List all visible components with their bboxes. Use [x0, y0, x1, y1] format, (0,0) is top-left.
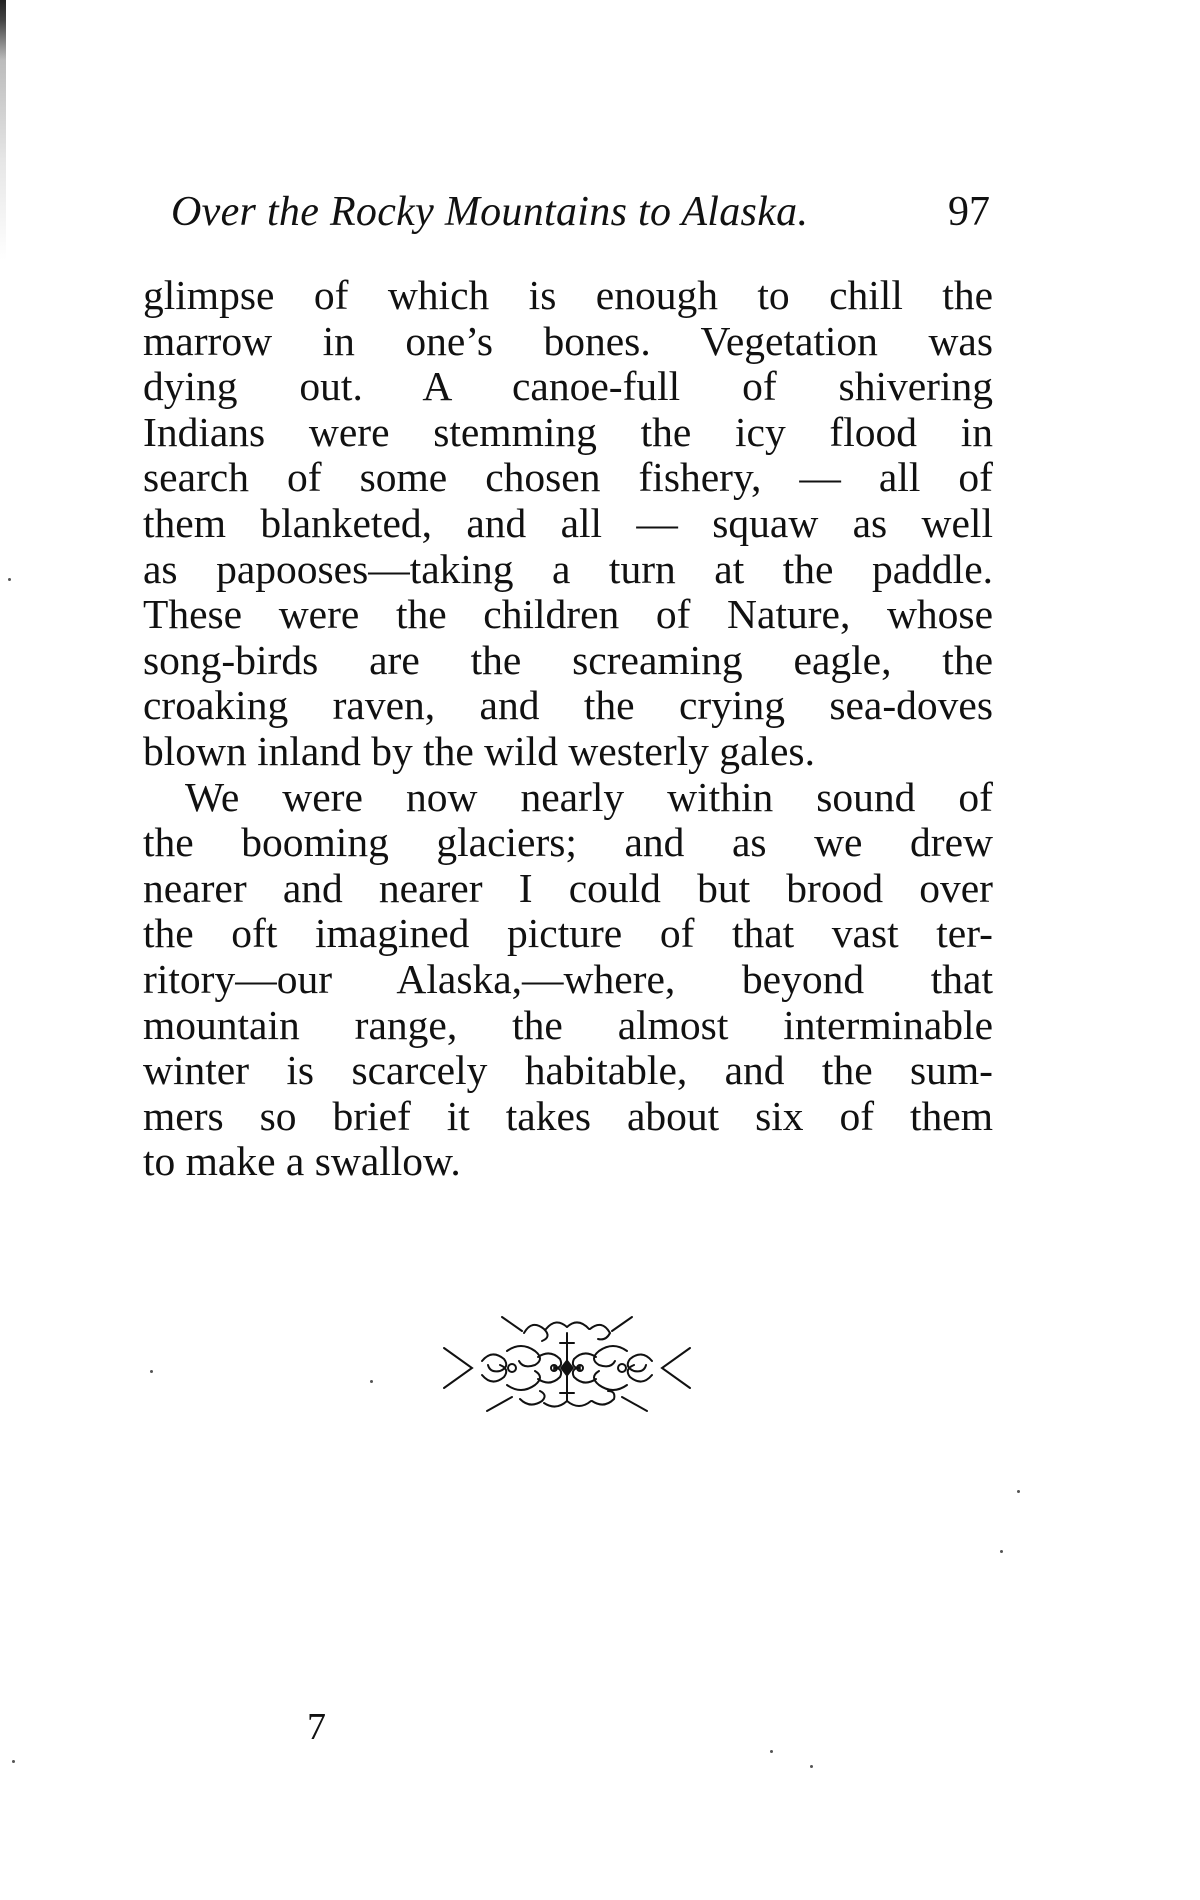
text-line: Indians were stemming the icy flood in [143, 408, 993, 455]
text-line: glimpse of which is enough to chill the [143, 272, 993, 318]
text-line: winter is scarcely habitable, and the sum- [143, 1047, 993, 1094]
running-title: Over the Rocky Mountains to Alaska. [171, 189, 809, 235]
scan-speck [810, 1765, 813, 1768]
text-line: These were the children of Nature, whose [143, 591, 993, 638]
scan-speck [770, 1750, 773, 1753]
scan-edge-shadow [0, 0, 6, 260]
printers-ornament [442, 1313, 692, 1413]
signature-mark: 7 [307, 1706, 326, 1748]
text-line: song-birds are the screaming eagle, the [143, 636, 993, 683]
text-line: them blanketed, and all — squaw as well [143, 499, 993, 546]
text-line: the booming glaciers; and as we drew [143, 819, 993, 866]
text-line: marrow in one’s bones. Vegetation was [143, 317, 993, 364]
text-line: dying out. A canoe-full of shivering [143, 363, 993, 410]
text-line: croaking raven, and the crying sea-doves [143, 682, 993, 729]
body-text [143, 273, 993, 1185]
text-line: mers so brief it takes about six of them [143, 1092, 993, 1139]
scan-speck [1017, 1490, 1020, 1493]
page-number: 97 [948, 189, 990, 235]
text-line: as papooses—taking a turn at the paddle. [143, 545, 993, 592]
scan-speck [370, 1380, 373, 1383]
scan-speck [1000, 1550, 1003, 1553]
running-head [143, 188, 990, 248]
text-line: to make a swallow. [143, 1138, 461, 1185]
scan-speck [8, 578, 11, 581]
text-line: search of some chosen fishery, — all of [143, 454, 993, 501]
scan-speck [150, 1370, 153, 1373]
scan-speck [12, 1760, 15, 1763]
text-line: nearer and nearer I could but brood over [143, 864, 993, 911]
text-line: mountain range, the almost interminable [143, 1001, 993, 1048]
text-line: the oft imagined picture of that vast ter- [143, 910, 993, 957]
text-line: blown inland by the wild westerly gales. [143, 727, 815, 774]
text-line: ritory—our Alaska,—where, beyond that [143, 955, 993, 1002]
text-line: We were now nearly within sound of [185, 773, 993, 820]
